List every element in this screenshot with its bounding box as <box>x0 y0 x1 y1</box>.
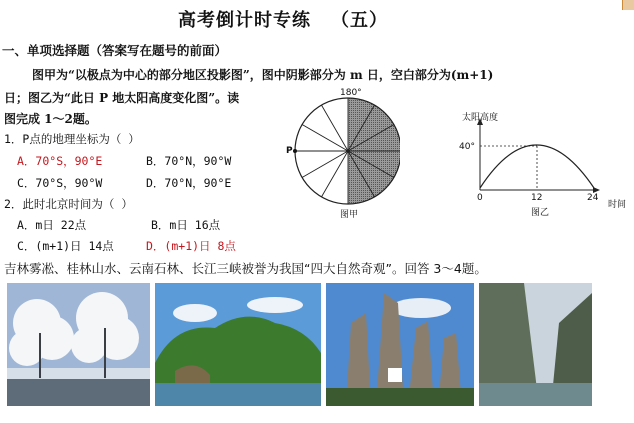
figure-b-xtick-24: 24 <box>587 193 599 203</box>
figure-b-ytick: 40° <box>459 142 475 152</box>
corner-mark <box>622 0 634 10</box>
q2-option-d: D．(m+1)日 8点 <box>146 239 236 253</box>
figure-a-point-label: P <box>286 146 293 156</box>
question-1-stem: 1．P点的地理坐标为（ ） <box>4 132 140 146</box>
figure-b-xlabel: 时间 <box>608 200 627 210</box>
figure-b-xtick-12: 12 <box>531 193 543 203</box>
q1-option-b: B．70°N，90°W <box>146 154 232 168</box>
page-title: 高考倒计时专练 （五） <box>178 10 388 31</box>
passage-text: 吉林雾凇、桂林山水、云南石林、长江三峡被誉为我国“四大自然奇观”。回答 3～4题。 <box>4 261 487 276</box>
rime-photo <box>7 283 150 406</box>
stone-forest-photo <box>326 283 474 406</box>
intro-line-3: 图完成 1～2题。 <box>4 112 97 126</box>
q2-option-c: C．(m+1)日 14点 <box>17 239 114 253</box>
figure-a <box>285 88 400 220</box>
point-p-marker <box>293 149 297 153</box>
figure-b <box>470 118 600 198</box>
guilin-photo <box>155 283 321 406</box>
intro-line-2: 日；图乙为“此日 P 地太阳高度变化图”。读 <box>4 91 240 105</box>
figure-a-top-label: 180° <box>340 88 362 98</box>
figure-b-ylabel: 太阳高度 <box>462 113 499 123</box>
q1-option-c: C．70°S，90°W <box>17 176 103 190</box>
intro-line-1: 图甲为“以极点为中心的部分地区投影图”，图中阴影部分为 m 日，空白部分为(m+1) <box>32 68 494 82</box>
section-heading: 一、单项选择题（答案写在题号的前面） <box>2 43 228 58</box>
question-2-stem: 2．此时北京时间为（ ） <box>4 197 133 211</box>
figure-a-caption: 图甲 <box>340 210 359 220</box>
q2-option-a: A．m日 22点 <box>17 218 87 232</box>
q2-option-b: B．m日 16点 <box>151 218 221 232</box>
figure-b-caption: 图乙 <box>531 208 550 218</box>
three-gorges-photo <box>479 283 592 406</box>
figure-b-xtick-0: 0 <box>477 193 483 203</box>
q1-option-a: A．70°S，90°E <box>17 154 103 168</box>
q1-option-d: D．70°N，90°E <box>146 176 232 190</box>
